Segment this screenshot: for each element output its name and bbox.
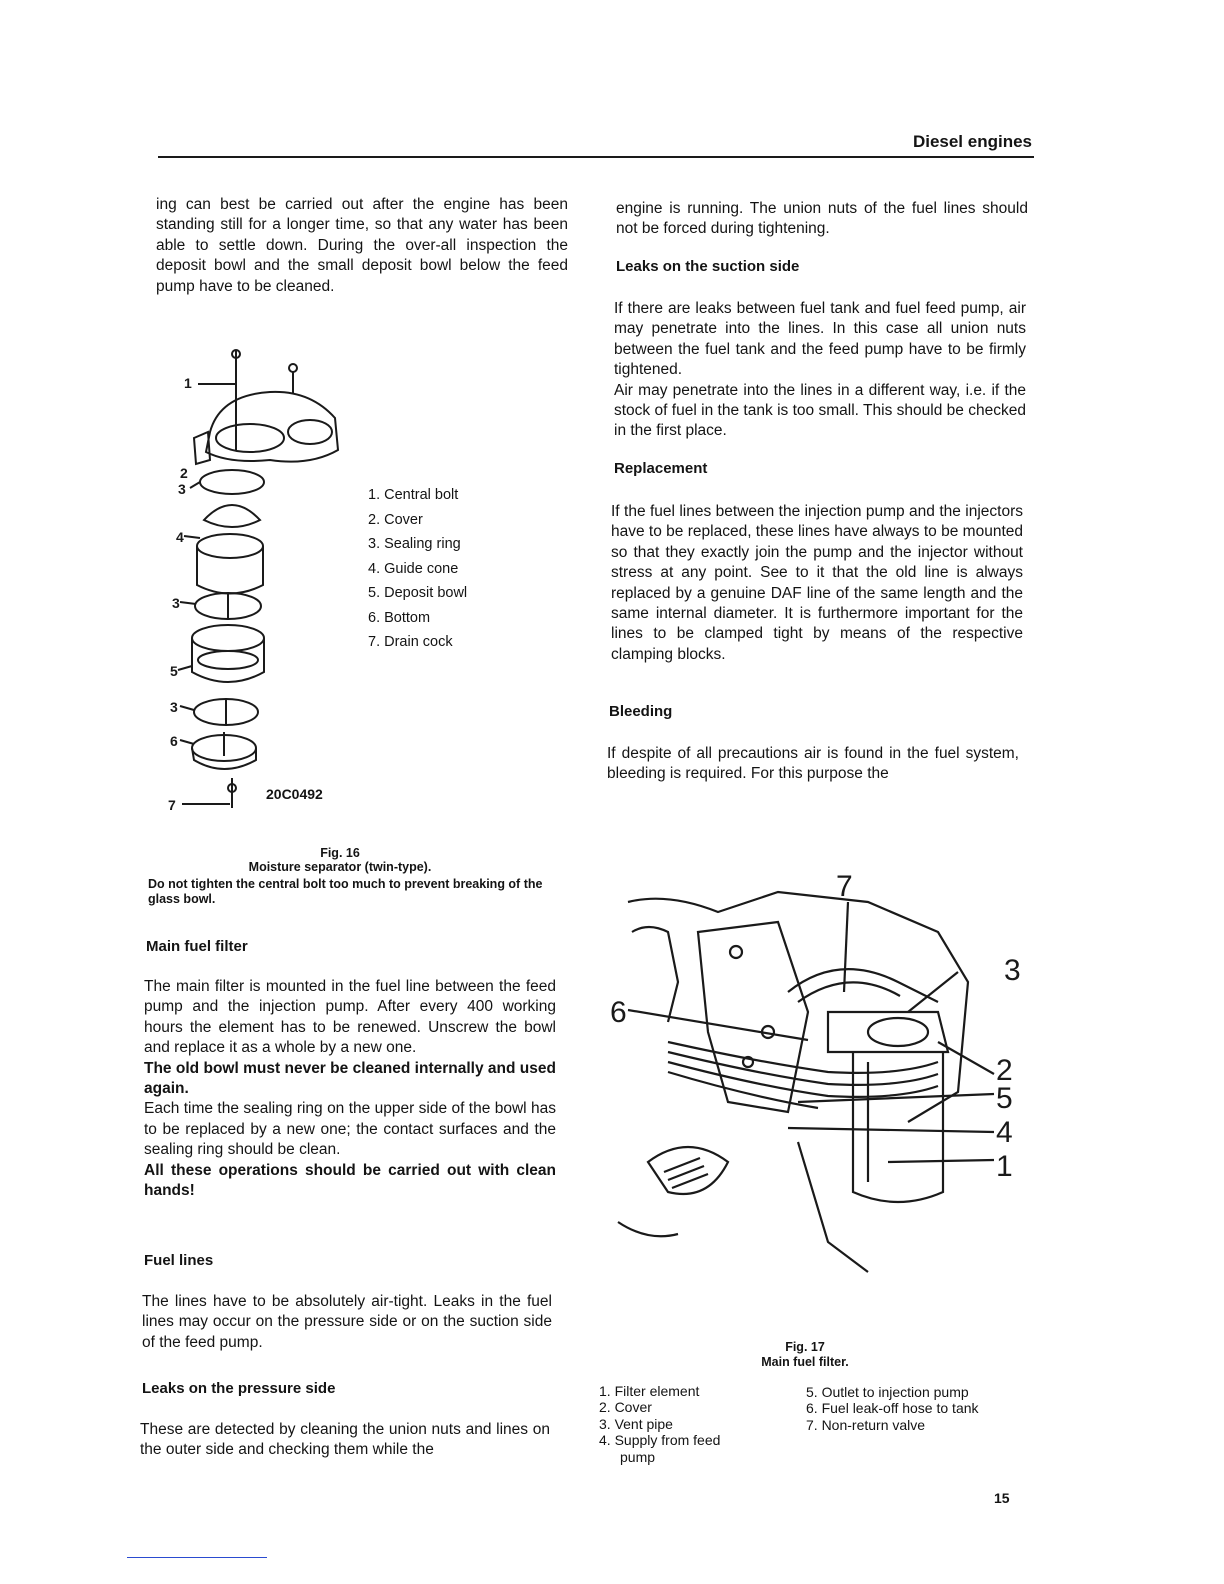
fig17-callout: 7 (836, 870, 853, 903)
main-fuel-filter-figure (608, 862, 1038, 1282)
pressure-side-paragraph: These are detected by cleaning the union nuts and lines on the outer side and checking them while the (140, 1421, 550, 1459)
main-filter-paragraph: Each time the sealing ring on the upper side of the bowl has to be replaced by a new one; the contact surfaces and the sealing ring should be clean. (144, 1100, 556, 1159)
moisture-separator-figure (160, 340, 360, 820)
fig17-callout: 1 (996, 1150, 1013, 1183)
fig16-callout: 3 (170, 699, 178, 715)
fig16-callout: 6 (170, 733, 178, 749)
main-filter-text (144, 977, 556, 1201)
fig16-legend (368, 483, 568, 655)
fig17-callout: 4 (996, 1116, 1013, 1149)
suction-paragraph: If there are leaks between fuel tank and fuel feed pump, air may penetrate into the lines. In this case all union nuts between the fuel tank and the feed pump have to be firmly tightened. (614, 300, 1026, 379)
fig16-callout: 3 (172, 595, 180, 611)
fig17-legend-col1 (599, 1383, 789, 1465)
suction-text (614, 299, 1026, 442)
header-rule (158, 156, 1034, 158)
fig16-callout: 3 (178, 481, 186, 497)
intro-paragraph: ing can best be carried out after the engine has been standing still for a longer time, so that any water has been able to settle down. During the over-all inspection the deposit bowl and the small deposit bowl below the feed pump have to be cleaned. (156, 196, 568, 295)
suction-paragraph: Air may penetrate into the lines in a different way, i.e. if the stock of fuel in the tank is too small. This should be checked in the first place. (614, 381, 1026, 440)
legend-item: 1. Filter element (599, 1383, 700, 1399)
legend-item: 7. Drain cock (368, 634, 453, 650)
legend-item: 6. Bottom (368, 609, 431, 626)
main-filter-warning: All these operations should be carried out with clean hands! (144, 1161, 556, 1200)
heading-main-fuel-filter: Main fuel filter (146, 938, 248, 955)
fig17-callout: 5 (996, 1082, 1013, 1115)
figure-code: 20C0492 (266, 786, 323, 802)
legend-item: pump (620, 1448, 656, 1465)
legend-item: 5. Deposit bowl (368, 585, 468, 601)
heading-bleeding: Bleeding (609, 703, 673, 720)
running-header: Diesel engines (912, 132, 1032, 151)
fig17-legend-col2 (806, 1384, 1026, 1433)
legend-item: 5. Outlet to injection pump (806, 1384, 969, 1400)
fig16-callout: 2 (180, 465, 188, 481)
legend-item: 2. Cover (599, 1399, 652, 1416)
fig17-callout: 2 (996, 1054, 1013, 1087)
heading-suction-side: Leaks on the suction side (616, 258, 800, 275)
page-number: 15 (994, 1490, 1010, 1506)
fig17-callout: 6 (610, 996, 627, 1029)
footer-link-rule (127, 1557, 267, 1558)
legend-item: 2. Cover (368, 511, 423, 528)
legend-item: 1. Central bolt (368, 487, 459, 503)
heading-pressure-side: Leaks on the pressure side (142, 1380, 336, 1397)
heading-fuel-lines: Fuel lines (144, 1252, 214, 1269)
heading-replacement: Replacement (614, 460, 708, 477)
legend-item: 4. Guide cone (368, 560, 459, 577)
main-filter-paragraph: The main filter is mounted in the fuel line between the feed pump and the injection pump. After every 400 working hours the element has to be renewed. Unscrew the bowl and replace it as a whole by a new one. (144, 978, 556, 1057)
legend-item: 3. Sealing ring (368, 536, 461, 552)
fig16-callout: 7 (168, 797, 176, 813)
fuel-lines-paragraph: The lines have to be absolutely air-tight. Leaks in the fuel lines may occur on the pressure side or on the suction side of the feed pump. (142, 1293, 552, 1351)
fig17-caption-subtitle: Main fuel filter. (761, 1355, 849, 1369)
fig16-callout: 4 (176, 529, 184, 545)
main-filter-warning: The old bowl must never be cleaned internally and used again. (144, 1059, 556, 1098)
legend-item: 6. Fuel leak-off hose to tank (806, 1400, 979, 1417)
replacement-paragraph: If the fuel lines between the injection pump and the injectors have to be replaced, these lines have always to be mounted so that they exactly join the pump and the injector without stress at any point. See to it that the old line is always replaced by a genuine DAF line of the same length and the same internal diameter. It is furthermore important for the lines to be clamped tight by means of the respective clamping blocks. (611, 503, 1023, 663)
fig16-callout: 1 (184, 375, 192, 391)
fig17-callout: 3 (1004, 954, 1021, 987)
legend-item: 7. Non-return valve (806, 1416, 926, 1433)
continued-paragraph: engine is running. The union nuts of the fuel lines should not be forced during tightening. (616, 200, 1028, 238)
fig16-callout: 5 (170, 663, 178, 679)
bleeding-paragraph: If despite of all precautions air is found in the fuel system, bleeding is required. For this purpose the (607, 745, 1019, 783)
legend-item: 4. Supply from feed (599, 1432, 721, 1449)
fig16-caption-note: Do not tighten the central bolt too much to prevent breaking of the glass bowl. (148, 877, 543, 906)
fig16-caption-subtitle: Moisture separator (twin-type). (248, 860, 432, 874)
legend-item: 3. Vent pipe (599, 1415, 673, 1432)
fig16-caption-title: Fig. 16 (320, 846, 360, 860)
fig17-caption-title: Fig. 17 (785, 1340, 825, 1354)
